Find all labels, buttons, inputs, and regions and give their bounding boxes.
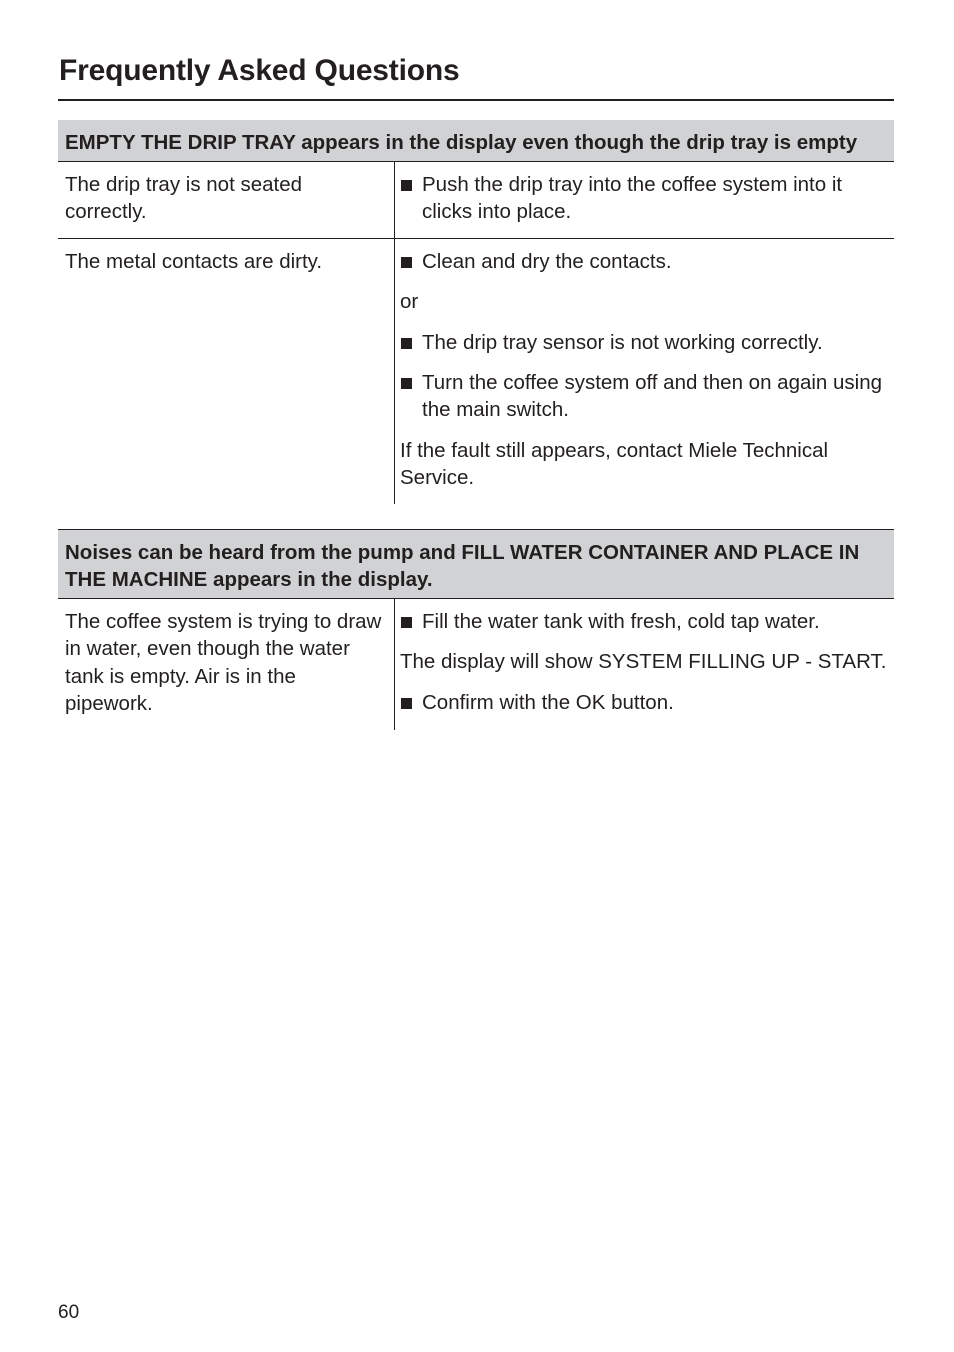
bullet-square-icon <box>401 180 412 191</box>
remedy-text: Push the drip tray into the coffee system into it clicks into place. <box>422 173 843 224</box>
table-row <box>58 239 894 504</box>
remedy-bullet <box>400 171 888 226</box>
remedy-bullet <box>400 329 888 356</box>
remedy-bullet <box>400 689 888 716</box>
table-row <box>58 162 894 239</box>
remedy-bullet <box>400 369 888 424</box>
remedy-text: Confirm with the OK button. <box>422 690 674 714</box>
remedy-text: Turn the coffee system off and then on again using the main switch. <box>422 371 883 422</box>
table-row <box>58 599 894 730</box>
bullet-square-icon <box>401 257 412 268</box>
remedy-cell <box>395 162 894 238</box>
remedy-text: Fill the water tank with fresh, cold tap water. <box>422 610 820 633</box>
section-header: Noises can be heard from the pump and FILL WATER CONTAINER AND PLACE IN THE MACHINE appears in the display. <box>58 530 894 599</box>
bullet-square-icon <box>401 338 412 349</box>
bullet-square-icon <box>401 378 412 389</box>
bullet-square-icon <box>401 617 412 628</box>
remedy-text: Clean and dry the contacts. <box>422 249 672 273</box>
remedy-bullet <box>400 608 888 635</box>
cause-cell: The coffee system is trying to draw in water, even though the water tank is empty. Air is in the pipework. <box>58 599 395 730</box>
cause-cell: The metal contacts are dirty. <box>58 239 395 504</box>
remedy-cell <box>395 599 894 730</box>
title-divider <box>58 99 894 101</box>
faq-section-drip-tray <box>58 120 894 504</box>
faq-section-pump-noise <box>58 529 894 730</box>
remedy-text: The drip tray sensor is not working correctly. <box>422 330 823 354</box>
section-header: EMPTY THE DRIP TRAY appears in the display even though the drip tray is empty <box>58 120 894 162</box>
cause-cell: The drip tray is not seated correctly. <box>58 162 395 238</box>
remedy-note: If the fault still appears, contact Miele Technical Service. <box>400 438 829 490</box>
page-number: 60 <box>58 1302 80 1323</box>
remedy-bullet <box>400 248 888 275</box>
bullet-square-icon <box>401 698 412 709</box>
remedy-note: or <box>400 290 419 314</box>
page-title: Frequently Asked Questions <box>59 54 460 87</box>
remedy-cell <box>395 239 894 504</box>
remedy-note: The display will show SYSTEM FILLING UP - START. <box>400 650 887 674</box>
